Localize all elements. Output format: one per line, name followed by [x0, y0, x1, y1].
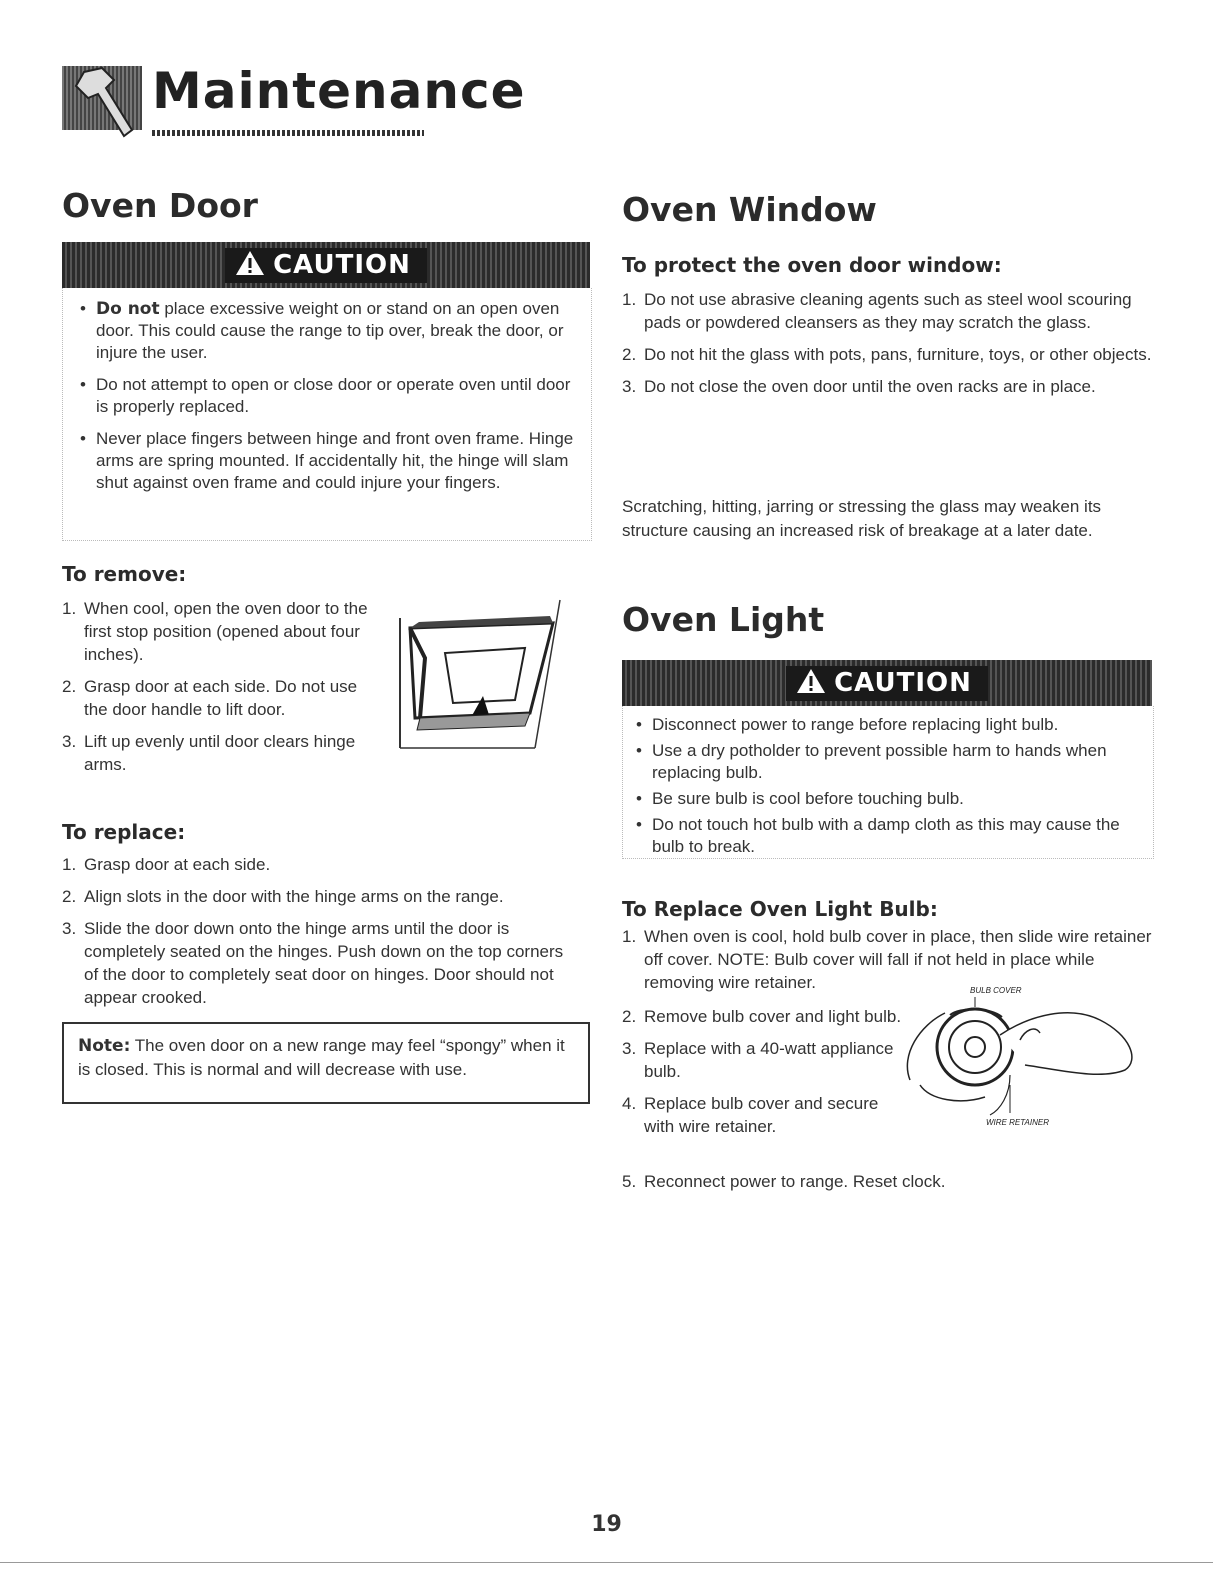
step-text: When cool, open the oven door to the first stop position (opened about four inches).: [84, 599, 368, 664]
caution-banner: [62, 242, 590, 288]
step-text: Reconnect power to range. Reset clock.: [644, 1172, 946, 1191]
to-remove-heading: To remove:: [62, 562, 187, 586]
step-text: Replace bulb cover and secure with wire retainer.: [644, 1094, 879, 1136]
caution-label: CAUTION: [834, 668, 972, 698]
warning-triangle-icon: [235, 250, 265, 281]
list-item: [80, 298, 585, 364]
step-text: Grasp door at each side.: [84, 855, 271, 874]
bullet-text: place excessive weight on or stand on an open oven door. This could cause the range to tip over, break the door, or injure the user.: [96, 299, 564, 362]
note-text: [78, 1034, 578, 1082]
list-item: 1. When oven is cool, hold bulb cover in place, then slide wire retainer off cover. NOTE: Bulb cover will fall if not held in place while removing wire retainer.: [622, 927, 1152, 992]
bullet-text: Be sure bulb is cool before touching bulb.: [652, 789, 964, 808]
list-item: 2. Remove bulb cover and light bulb.: [622, 1007, 902, 1026]
step-text: Do not close the oven door until the oven racks are in place.: [644, 377, 1096, 396]
list-item: [636, 814, 1146, 858]
bulb-step-5: [622, 1170, 1152, 1202]
step-text: Remove bulb cover and light bulb.: [644, 1007, 902, 1026]
list-item: [80, 374, 585, 418]
light-caution-list: [636, 714, 1146, 862]
replace-steps: [62, 853, 582, 1018]
bottom-divider: [0, 1562, 1213, 1563]
step-text: Align slots in the door with the hinge arms on the range.: [84, 887, 504, 906]
bullet-text: Use a dry potholder to prevent possible harm to hands when replacing bulb.: [652, 741, 1107, 782]
remove-steps: [62, 597, 380, 785]
list-item: 3. Do not close the oven door until the oven racks are in place.: [622, 377, 1096, 396]
list-item: 3. Slide the door down onto the hinge arms until the door is completely seated on the hinges. Push down on the top corners of the door to completely seat door on hinges. Door should not appear crooked.: [62, 919, 564, 1007]
replace-bulb-heading: To Replace Oven Light Bulb:: [622, 897, 938, 921]
list-item: 2. Do not hit the glass with pots, pans, furniture, toys, or other objects.: [622, 345, 1152, 364]
door-caution-list: [80, 298, 585, 504]
bullet-text: Do not touch hot bulb with a damp cloth as this may cause the bulb to break.: [652, 815, 1120, 856]
note-box: [62, 1022, 590, 1104]
list-item: [636, 740, 1146, 784]
page-title: Maintenance: [152, 62, 526, 120]
list-item: [636, 788, 1146, 810]
note-label: Note:: [78, 1036, 131, 1056]
step-text: Slide the door down onto the hinge arms until the door is completely seated on the hinges. Push down on the top corners of the door to completely seat door on hinges. Door should not appear crooked.: [84, 919, 564, 1007]
title-underline: [152, 130, 424, 136]
page-number: 19: [591, 1512, 622, 1537]
list-item: 3. Lift up evenly until door clears hinge arms.: [62, 732, 356, 774]
step-text: Do not use abrasive cleaning agents such as steel wool scouring pads or powdered cleansers as they may scratch the glass.: [644, 290, 1132, 332]
list-item: 2. Grasp door at each side. Do not use the door handle to lift door.: [62, 677, 358, 719]
bullet-text: Never place fingers between hinge and front oven frame. Hinge arms are spring mounted. If accidentally hit, the hinge will slam shut against oven frame and could injure your fingers.: [96, 429, 574, 492]
list-item: 3. Replace with a 40-watt appliance bulb.: [622, 1039, 894, 1081]
window-paragraph: Scratching, hitting, jarring or stressing the glass may weaken its structure causing an increased risk of breakage at a later date.: [622, 497, 1102, 540]
bulb-cover-label: BULB COVER: [970, 986, 1022, 995]
caution-banner: [622, 660, 1152, 706]
step-text: When oven is cool, hold bulb cover in place, then slide wire retainer off cover. NOTE: Bulb cover will fall if not held in place while removing wire retainer.: [644, 927, 1152, 992]
note-body: The oven door on a new range may feel “spongy” when it is closed. This is normal and will decrease with use.: [78, 1036, 565, 1079]
wrench-icon: [62, 58, 142, 138]
oven-door-heading: Oven Door: [62, 186, 258, 225]
wire-retainer-label: WIRE RETAINER: [986, 1118, 1049, 1127]
oven-door-illustration: [395, 598, 570, 750]
bulb-steps-2-4: [622, 1005, 912, 1147]
step-text: Grasp door at each side. Do not use the door handle to lift door.: [84, 677, 358, 719]
list-item: 1. When cool, open the oven door to the first stop position (opened about four inches).: [62, 599, 368, 664]
list-item: [80, 428, 585, 494]
step-text: Lift up evenly until door clears hinge arms.: [84, 732, 356, 774]
caution-label: CAUTION: [273, 250, 411, 280]
bullet-text: Disconnect power to range before replacing light bulb.: [652, 715, 1059, 734]
oven-window-heading: Oven Window: [622, 190, 877, 229]
window-steps: [622, 288, 1152, 407]
list-item: 1. Grasp door at each side.: [62, 855, 271, 874]
to-replace-heading: To replace:: [62, 820, 186, 844]
protect-window-heading: To protect the oven door window:: [622, 253, 1002, 277]
oven-light-heading: Oven Light: [622, 600, 825, 639]
list-item: [636, 714, 1146, 736]
warning-triangle-icon: [796, 668, 826, 699]
list-item: 2. Align slots in the door with the hinge arms on the range.: [62, 887, 504, 906]
list-item: 4. Replace bulb cover and secure with wire retainer.: [622, 1094, 879, 1136]
bullet-text: Do not attempt to open or close door or operate oven until door is properly replaced.: [96, 375, 571, 416]
step-text: Do not hit the glass with pots, pans, furniture, toys, or other objects.: [644, 345, 1152, 364]
list-item: 1. Do not use abrasive cleaning agents such as steel wool scouring pads or powdered cleansers as they may scratch the glass.: [622, 290, 1132, 332]
list-item: 5. Reconnect power to range. Reset clock.: [622, 1172, 946, 1191]
step-text: Replace with a 40-watt appliance bulb.: [644, 1039, 894, 1081]
emphasis-text: Do not: [96, 299, 160, 319]
bulb-illustration: [890, 985, 1150, 1130]
